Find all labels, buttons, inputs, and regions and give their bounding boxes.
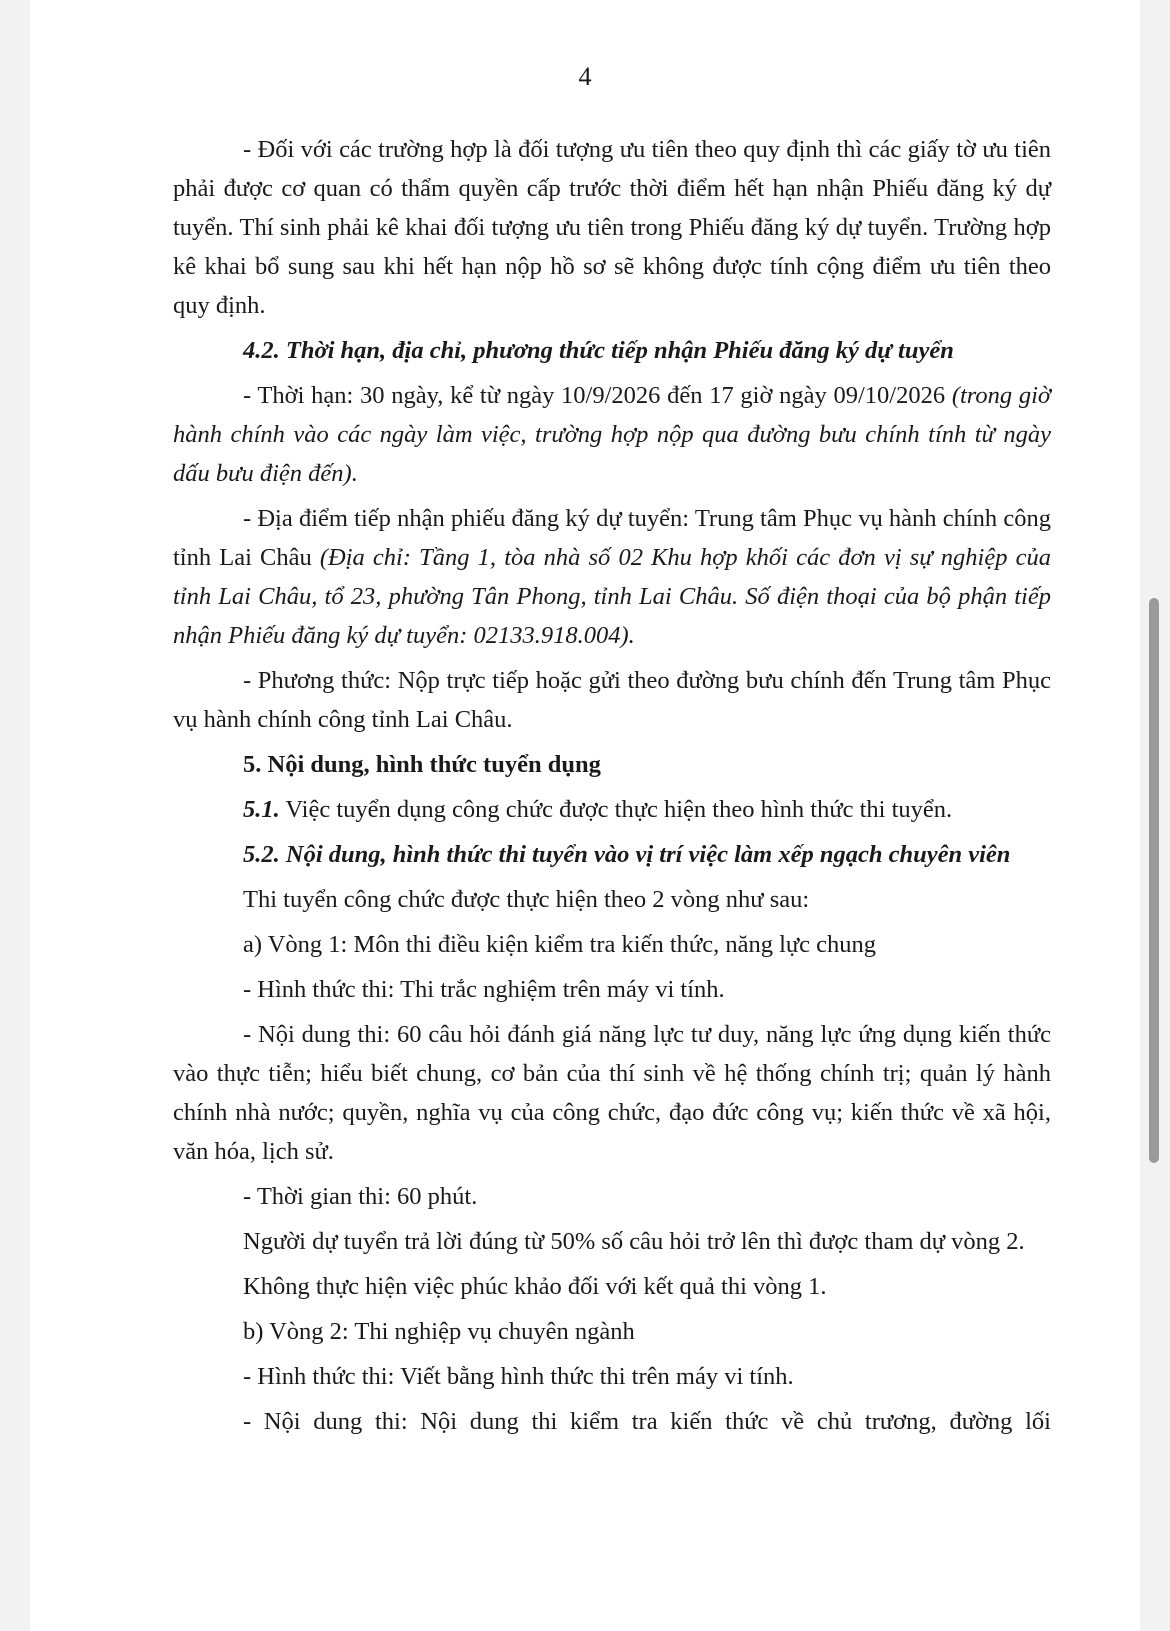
- page-number: 4: [578, 62, 592, 91]
- paragraph-no-review: Không thực hiện việc phúc khảo đối với kết quả thi vòng 1.: [243, 1273, 827, 1300]
- paragraph-priority-documents: - Đối với các trường hợp là đối tượng ưu tiên theo quy định thì các giấy tờ ưu tiên phải được cơ quan có thẩm quyền cấp trước thời điểm hết hạn nhận Phiếu đăng ký dự tuyển. Thí sinh phải kê khai đối tượng ưu tiên trong Phiếu đăng ký dự tuyển. Trường hợp kê khai bổ sung sau khi hết hạn nộp hồ sơ sẽ không được tính cộng điểm ưu tiên theo quy định.: [173, 136, 1051, 319]
- section-5-1-label: 5.1.: [243, 796, 280, 823]
- paragraph-round-1-content: - Nội dung thi: 60 câu hỏi đánh giá năng lực tư duy, năng lực ứng dụng kiến thức vào thực tiễn; hiểu biết chung, cơ bản của thí sinh về hệ thống chính trị; quản lý hành chính nhà nước; quyền, nghĩa vụ của công chức, đạo đức công vụ; kiến thức về xã hội, văn hóa, lịch sử.: [173, 1021, 1051, 1165]
- heading-4-2: 4.2. Thời hạn, địa chỉ, phương thức tiếp nhận Phiếu đăng ký dự tuyển: [243, 337, 954, 364]
- paragraph-round-2-format: - Hình thức thi: Viết bằng hình thức thi trên máy vi tính.: [243, 1363, 794, 1390]
- paragraph-round-2: b) Vòng 2: Thi nghiệp vụ chuyên ngành: [243, 1318, 635, 1345]
- paragraph-5-1: [173, 790, 1051, 829]
- paragraph-two-rounds: Thi tuyển công chức được thực hiện theo 2 vòng như sau:: [243, 886, 810, 913]
- paragraph-round-1: a) Vòng 1: Môn thi điều kiện kiểm tra kiến thức, năng lực chung: [243, 931, 877, 958]
- location-text: - Địa điểm tiếp nhận phiếu đăng ký dự tuyển: Trung tâm Phục vụ hành chính công tỉnh Lai Châu: [173, 505, 1051, 571]
- paragraph-deadline: [173, 376, 1051, 493]
- location-note: (Địa chỉ: Tầng 1, tòa nhà số 02 Khu hợp khối các đơn vị sự nghiệp của tỉnh Lai Châu, tổ 23, phường Tân Phong, tỉnh Lai Châu. Số điện thoại của bộ phận tiếp nhận Phiếu đăng ký dự tuyển: 02133.918.004).: [173, 544, 1051, 649]
- heading-5-2: 5.2. Nội dung, hình thức thi tuyển vào vị trí việc làm xếp ngạch chuyên viên: [243, 841, 1011, 868]
- paragraph-round-1-format: - Hình thức thi: Thi trắc nghiệm trên máy vi tính.: [243, 976, 725, 1003]
- deadline-note: (trong giờ hành chính vào các ngày làm việc, trường hợp nộp qua đường bưu chính tính từ ngày dấu bưu điện đến).: [173, 382, 1051, 487]
- section-5-1-text: Việc tuyển dụng công chức được thực hiện theo hình thức thi tuyển.: [279, 796, 953, 823]
- paragraph-round-2-content: - Nội dung thi: Nội dung thi kiểm tra kiến thức về chủ trương, đường lối: [243, 1408, 1051, 1435]
- paragraph-pass-threshold: Người dự tuyển trả lời đúng từ 50% số câu hỏi trở lên thì được tham dự vòng 2.: [243, 1228, 1025, 1255]
- document-content: [173, 130, 1051, 1447]
- paragraph-method: - Phương thức: Nộp trực tiếp hoặc gửi theo đường bưu chính đến Trung tâm Phục vụ hành chính công tỉnh Lai Châu.: [173, 667, 1051, 733]
- deadline-text: - Thời hạn: 30 ngày, kể từ ngày 10/9/2026 đến 17 giờ ngày 09/10/2026: [243, 382, 952, 409]
- scrollbar-thumb[interactable]: [1149, 598, 1159, 1163]
- heading-5: 5. Nội dung, hình thức tuyển dụng: [243, 751, 601, 778]
- paragraph-round-1-duration: - Thời gian thi: 60 phút.: [243, 1183, 478, 1210]
- paragraph-location: [173, 499, 1051, 655]
